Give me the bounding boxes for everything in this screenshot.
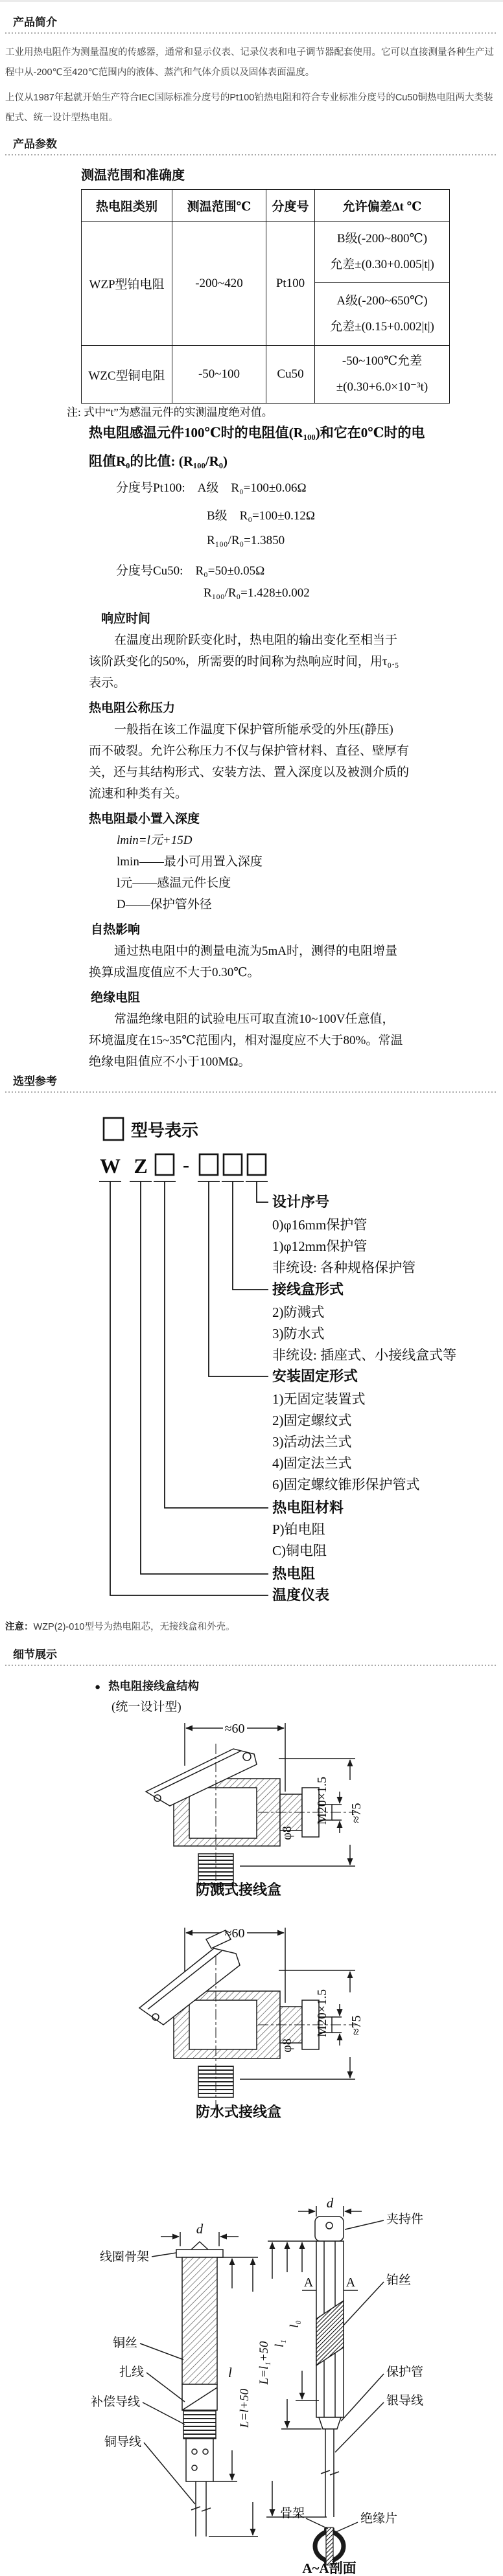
insertion-depth-line: D——保护管外径 [117, 898, 212, 911]
label-skeleton: 骨架 [279, 2507, 305, 2520]
section-title-details: 细节展示 [13, 1648, 57, 1661]
dim-thread-label: M20×1.5 [315, 1989, 329, 2038]
section-view-caption: A~A剖面 [302, 2560, 357, 2576]
branch-option: P)铂电阻 [272, 1522, 325, 1537]
label-copper-lead: 铜导线 [104, 2435, 141, 2449]
model-notice [5, 1619, 235, 1633]
self-heating-heading: 自热影响 [91, 923, 141, 937]
splash-proof-box-figure [0, 1715, 503, 1904]
wzc-tol-line1: -50~100℃允差 [342, 354, 423, 368]
wzc-type: WZC型铜电阻 [82, 346, 172, 404]
label-copper-wire: 铜丝 [112, 2336, 137, 2350]
table-note: 注: 式中“t”为感温元件的实测温度绝对值。 [67, 406, 273, 418]
wzc-graduation: Cu50 [266, 346, 315, 404]
graduation-line: R₁₀₀/R₀=1.428±0.002 [204, 586, 310, 600]
dim-thread-label: M20×1.5 [315, 1776, 329, 1825]
wzp-tol-a-class: A级(-200~650℃) [336, 294, 428, 308]
structure-heading-text: 热电阻接线盒结构 [108, 1680, 200, 1693]
dim-width-label: ≈60 [224, 1926, 245, 1941]
branch-option: 2)固定螺纹式 [272, 1413, 352, 1428]
element-structure-figure [0, 2149, 503, 2576]
label-binding-wire: 扎线 [119, 2365, 144, 2379]
label-silver-lead: 银导线 [386, 2394, 424, 2408]
graduation-line: 分度号Cu50: R₀=50±0.05Ω [116, 564, 265, 578]
insulation-line: 绝缘电阻值应不小于100MΩ。 [89, 1055, 251, 1069]
col-header-type: 热电阻类别 [82, 190, 172, 222]
branch-option: 2)防溅式 [272, 1305, 325, 1320]
code-box [200, 1154, 218, 1175]
divider-dotted [5, 32, 498, 34]
section-title-params: 产品参数 [13, 138, 57, 150]
section-marker-a-left: A [303, 2275, 314, 2290]
nominal-pressure-line: 流速和种类有关。 [89, 787, 188, 801]
dim-diameter-label: φ8 [280, 2038, 294, 2053]
branch-label-mounting: 安装固定形式 [272, 1368, 358, 1384]
code-box [156, 1154, 174, 1175]
dim-total-length-right-label: L=l₁+50 [257, 2341, 271, 2385]
branch-label-rtd: 热电阻 [272, 1566, 316, 1582]
response-time-heading: 响应时间 [101, 612, 151, 626]
wzp-tol-b-value: 允差±(0.30+0.005|t|) [330, 258, 434, 271]
branch-label-material: 热电阻材料 [272, 1499, 344, 1516]
branch-label-temperature-instrument: 温度仪表 [272, 1587, 330, 1603]
branch-label-junction-box: 接线盒形式 [272, 1281, 344, 1297]
label-clamping-piece: 夹持件 [386, 2213, 424, 2226]
label-protection-tube: 保护管 [386, 2365, 424, 2379]
dim-width-label: ≈60 [224, 1722, 245, 1736]
label-compensation-lead: 补偿导线 [90, 2395, 140, 2409]
label-platinum-wire: 铂丝 [386, 2274, 412, 2287]
code-char-w: W [100, 1154, 121, 1178]
self-heating-line: 通过热电阻中的测量电流为5mA时，测得的电阻增量 [114, 944, 398, 958]
insertion-depth-line: l元——感温元件长度 [117, 876, 231, 890]
nominal-pressure-heading: 热电阻公称压力 [89, 701, 176, 715]
table-title: 测温范围和准确度 [81, 168, 185, 183]
dim-l0-label: l₀ [288, 2320, 301, 2328]
divider-dotted [5, 1665, 498, 1666]
branch-option: 1)无固定装置式 [272, 1391, 366, 1407]
divider-dotted [5, 1091, 498, 1093]
divider-dotted [5, 154, 498, 155]
intro-paragraph-2: 上仪从1987年起就开始生产符合IEC国际标准分度号的Pt100铂热电阻和符合专业标准分度号的Cu50铜热电阻两大类装配式、统一设计型热电阻。 [5, 93, 493, 123]
insertion-depth-formula: lmin=l元+15D [117, 834, 193, 847]
graduation-line: B级 R₀=100±0.12Ω [207, 509, 315, 523]
model-tree-lines [99, 1118, 268, 1595]
label-insulation-sheet: 绝缘片 [360, 2512, 398, 2525]
nominal-pressure-line: 关，还与其结构形式、安装方法、置入深度以及被测介质的 [89, 766, 410, 779]
wzp-tol-a-value: 允差±(0.15+0.002|t|) [330, 320, 434, 334]
dim-l1-label: l₁ [273, 2340, 287, 2347]
self-heating-line: 换算成温度值应不大于0.30℃。 [89, 966, 260, 979]
branch-option: C)铜电阻 [272, 1543, 327, 1558]
branch-option: 非统设: 插座式、小接线盒式等 [272, 1347, 457, 1363]
bullet-icon: ● [95, 1681, 101, 1693]
measurement-range-table [81, 189, 450, 404]
notice-text: WZP(2)-010型号为热电阻芯，无接线盒和外壳。 [33, 1622, 235, 1632]
ratio-heading-line2: 阻值R₀的比值: (R₁₀₀/R₀) [89, 453, 228, 469]
wzp-range: -200~420 [172, 222, 266, 346]
wzp-tolerance-b [315, 222, 450, 283]
wzp-graduation: Pt100 [266, 222, 315, 346]
waterproof-box-figure [0, 1917, 503, 2128]
branch-option: 6)固定螺纹锥形保护管式 [272, 1477, 420, 1492]
nominal-pressure-line: 一般指在该工作温度下保护管所能承受的外压(静压) [114, 723, 393, 736]
branch-option: 3)活动法兰式 [272, 1434, 352, 1450]
branch-option: 0)φ16mm保护管 [272, 1217, 368, 1233]
wzc-tol-line2: ±(0.30+6.0×10⁻³t) [336, 380, 428, 394]
intro-paragraph-1: 工业用热电阻作为测量温度的传感器，通常和显示仪表、记录仪表和电子调节器配套使用。它可以直接测量各种生产过程中从-200℃至420℃范围内的液体、蒸汽和气体介质以及固体表面温度。 [5, 47, 494, 78]
ratio-heading-line1: 热电阻感温元件100℃时的电阻值(R₁₀₀)和它在0℃时的电 [89, 425, 425, 440]
branch-option: 4)固定法兰式 [272, 1455, 352, 1471]
wzp-tol-b-class: B级(-200~800℃) [336, 232, 428, 245]
notice-label: 注意： [5, 1622, 34, 1632]
table-header-row [82, 190, 450, 222]
checkbox-icon [104, 1118, 123, 1140]
code-box [248, 1154, 266, 1175]
model-designation-diagram [0, 1108, 503, 1613]
dim-diameter-label: φ8 [280, 1826, 294, 1840]
table-row [82, 346, 450, 404]
nominal-pressure-line: 而不破裂。允许公称压力不仅与保护管材料、直径、壁厚有 [89, 744, 410, 758]
element-drawings [140, 2206, 384, 2565]
wzc-range: -50~100 [172, 346, 266, 404]
dim-height-label: ≈75 [349, 2015, 364, 2036]
response-time-line: 该阶跃变化的50%，所需要的时间称为热响应时间，用τ₀.₅ [89, 655, 399, 668]
col-header-range: 测温范围℃ [172, 190, 266, 222]
structure-heading [95, 1678, 199, 1694]
figure-caption: 防溅式接线盒 [195, 1882, 282, 1898]
insulation-line: 常温绝缘电阻的试验电压可取直流10~100V任意值， [114, 1012, 395, 1026]
wzp-tolerance-a [315, 283, 450, 346]
insertion-depth-heading: 热电阻最小置入深度 [89, 812, 200, 826]
section-title-selection: 选型参考 [13, 1075, 57, 1088]
graduation-line: R₁₀₀/R₀=1.3850 [207, 534, 285, 547]
insertion-depth-line: lmin——最小可用置入深度 [117, 855, 263, 869]
graduation-line: 分度号Pt100: A级 R₀=100±0.06Ω [116, 481, 307, 495]
figure-caption: 防水式接线盒 [195, 2104, 282, 2120]
dim-d-right-label: d [326, 2195, 334, 2211]
col-header-graduation: 分度号 [266, 190, 315, 222]
table-row [82, 222, 450, 283]
dim-l-label: l [228, 2365, 232, 2380]
branch-label-design-serial: 设计序号 [272, 1194, 330, 1210]
top-divider [0, 0, 503, 2]
section-title-intro: 产品简介 [13, 16, 57, 28]
response-time-line: 在温度出现阶跃变化时，热电阻的输出变化至相当于 [114, 633, 398, 647]
col-header-tolerance: 允许偏差Δt ℃ [315, 190, 450, 222]
wzc-tolerance [315, 346, 450, 404]
code-box [224, 1154, 242, 1175]
insulation-line: 环境温度在15~35℃范围内，相对湿度应不大于80%。常温 [89, 1034, 403, 1047]
branch-option: 1)φ12mm保护管 [272, 1238, 368, 1254]
code-char-z: Z [134, 1154, 148, 1178]
branch-option: 非统设: 各种规格保护管 [272, 1260, 416, 1275]
wzp-type: WZP型铂电阻 [82, 222, 172, 346]
label-coil-skeleton: 线圈骨架 [99, 2250, 149, 2264]
response-time-line: 表示。 [89, 676, 126, 690]
insulation-heading: 绝缘电阻 [91, 991, 141, 1005]
dim-height-label: ≈75 [349, 1803, 364, 1823]
branch-option: 3)防水式 [272, 1326, 325, 1341]
dim-total-length-left-label: L=l+50 [238, 2388, 252, 2428]
code-dash: - [183, 1154, 189, 1176]
model-designation-title: 型号表示 [131, 1121, 199, 1140]
section-marker-a-right: A [345, 2275, 356, 2290]
dim-d-left-label: d [196, 2221, 204, 2237]
structure-subtitle: (统一设计型) [111, 1700, 181, 1714]
